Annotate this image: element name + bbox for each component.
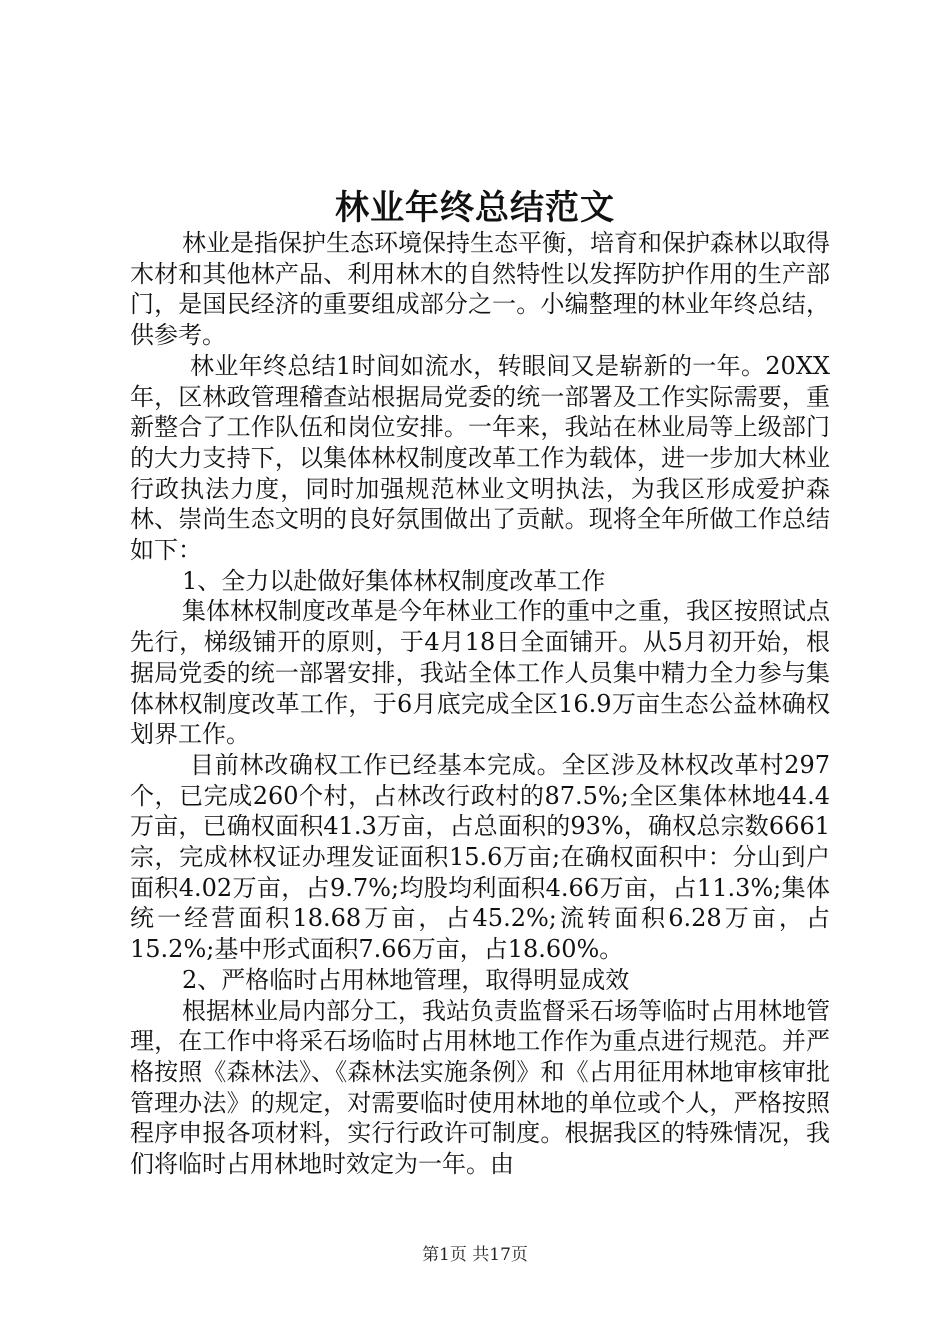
- section-heading-1: 1、全力以赴做好集体林权制度改革工作: [182, 566, 606, 595]
- document-title: 林业年终总结范文: [335, 188, 615, 228]
- document-body: [130, 228, 830, 1180]
- paragraph-land-management: 根据林业局内部分工，我站负责监督采石场等临时占用林地管理，在工作中将采石场临时占用林地工作作为重点进行规范。并严格按照《森林法》、《森林法实施条例》和《占用征用林地审核审批管理办法》的规定，对需要临时使用林地的单位或个人，严格按照程序申报各项材料，实行行政许可制度。根据我区的特殊情况，我们将临时占用林地时效定为一年。由: [130, 996, 830, 1179]
- paragraph-reform-statistics: 目前林改确权工作已经基本完成。全区涉及林权改革村297个，已完成260个村，占林改行政村的87.5%;全区集体林地44.4万亩，已确权面积41.3万亩，占总面积的93%，确权总宗数6661宗，完成林权证办理发证面积15.6万亩;在确权面积中：分山到户面积4.02万亩，占9.7%;均股均利面积4.66万亩，占11.3%;集体统一经营面积18.68万亩，占45.2%;流转面积6.28万亩，占15.2%;基中形式面积7.66万亩，占18.60%。: [130, 750, 830, 964]
- paragraph-summary-opening: 林业年终总结1时间如流水，转眼间又是崭新的一年。20XX年，区林政管理稽查站根据局党委的统一部署及工作实际需要，重新整合了工作队伍和岗位安排。一年来，我站在林业局等上级部门的大力支持下，以集体林权制度改革工作为载体，进一步加大林业行政执法力度，同时加强规范林业文明执法，为我区形成爱护森林、崇尚生态文明的良好氛围做出了贡献。现将全年所做工作总结如下：: [130, 351, 830, 565]
- paragraph-intro: 林业是指保护生态环境保持生态平衡，培育和保护森林以取得木材和其他林产品、利用林木的自然特性以发挥防护作用的生产部门，是国民经济的重要组成部分之一。小编整理的林业年终总结，供参考。: [130, 229, 830, 350]
- section-heading-2: 2、严格临时占用林地管理，取得明显成效: [182, 965, 630, 994]
- page-footer: 第1页 共17页: [422, 1245, 528, 1265]
- paragraph-forest-reform: 集体林权制度改革是今年林业工作的重中之重，我区按照试点先行，梯级铺开的原则，于4月18日全面铺开。从5月初开始，根据局党委的统一部署安排，我站全体工作人员集中精力全力参与集体林权制度改革工作，于6月底完成全区16.9万亩生态公益林确权划界工作。: [130, 597, 830, 749]
